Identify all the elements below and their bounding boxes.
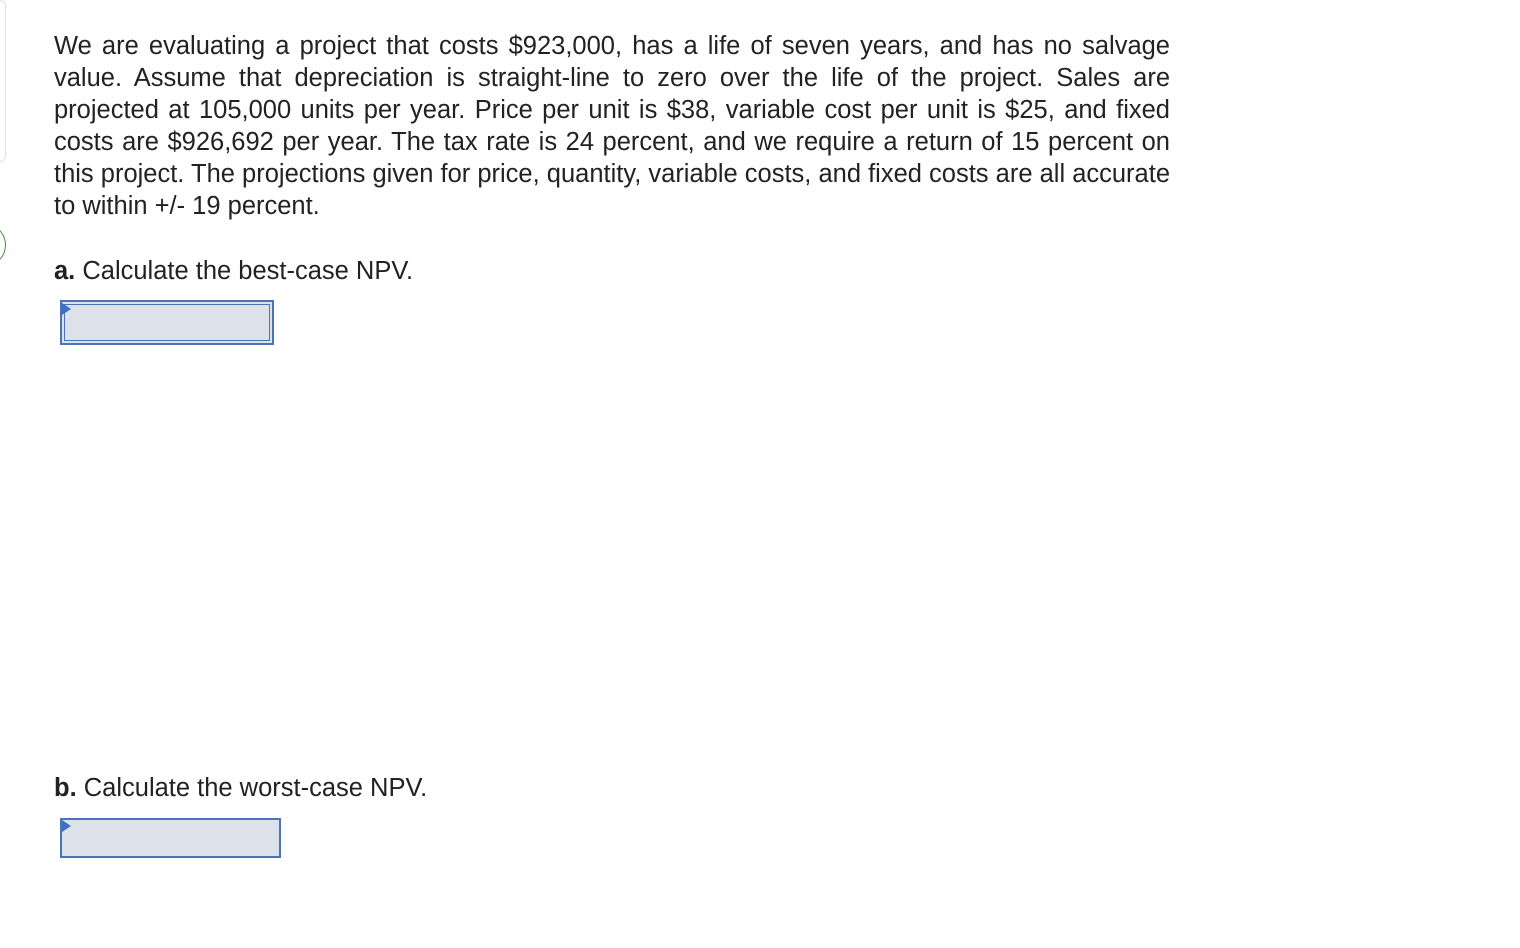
question-b [54,772,427,804]
side-toggle-button[interactable] [0,226,6,264]
question-b-letter: b. [54,774,77,802]
question-a-letter: a. [54,257,76,285]
worst-case-npv-input[interactable] [60,818,281,858]
side-panel-tab[interactable] [0,0,6,162]
question-b-prompt: Calculate the worst-case NPV. [76,774,428,802]
answer-marker-icon [62,303,71,315]
answer-marker-icon [62,820,71,832]
problem-statement: We are evaluating a project that costs $923,000, has a life of seven years, and has no salvage value. Assume that depreciation is straight-line to zero over the life of the project. Sales are projected at 105,000 units per year. Price per unit is $38, variable cost per unit is $25, and fixed costs are $926,692 per year. The tax rate is 24 percent, and we require a return of 15 percent on this project. The projections given for price, quantity, variable costs, and fixed costs are all accurate to within +/- 19 percent. [54,32,1170,220]
question-a-prompt: Calculate the best-case NPV. [75,257,414,285]
question-a [54,255,413,287]
best-case-npv-input[interactable] [60,300,274,345]
